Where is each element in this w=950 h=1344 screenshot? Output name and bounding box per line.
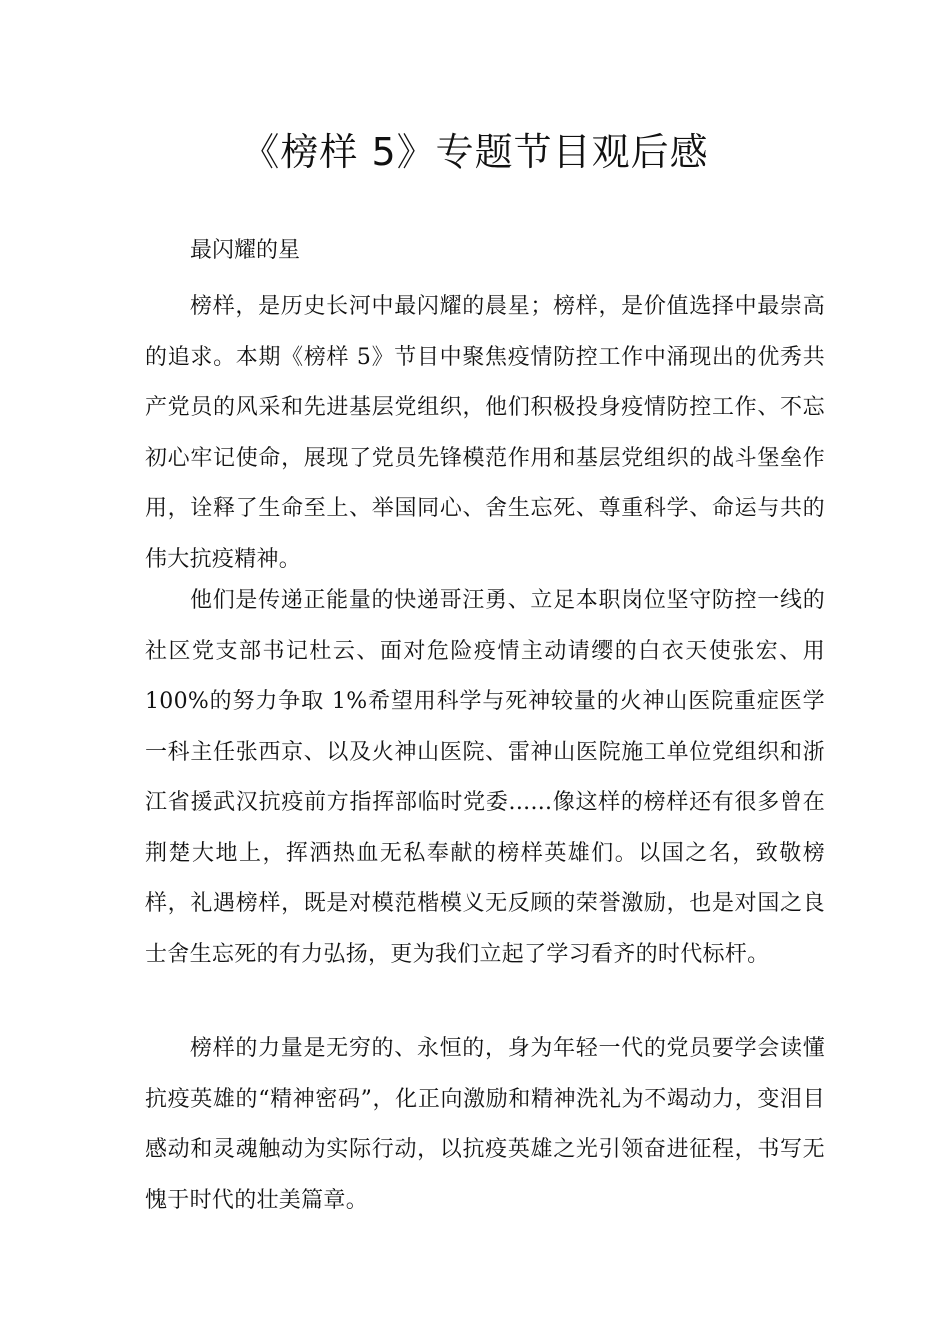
paragraph-3: 榜样的力量是无穷的、永恒的，身为年轻一代的党员要学会读懂抗疫英雄的“精神密码”，化正向激励和精神洗礼为不竭动力，变泪目感动和灵魂触动为实际行动，以抗疫英雄之光引领奋进征程，书写无愧于时代的壮美篇章。 xyxy=(145,1036,825,1213)
document-title: 《榜样 5》专题节目观后感 xyxy=(241,130,709,174)
paragraph-1: 榜样，是历史长河中最闪耀的晨星；榜样，是价值选择中最崇高的追求。本期《榜样 5》节目中聚焦疫情防控工作中涌现出的优秀共产党员的风采和先进基层党组织，他们积极投身疫情防控工作、不忘初心牢记使命，展现了党员先锋模范作用和基层党组织的战斗堡垒作用，诠释了生命至上、举国同心、舍生忘死、尊重科学、命运与共的伟大抗疫精神。 xyxy=(145,294,825,572)
section-heading: 最闪耀的星 xyxy=(190,238,301,263)
paragraph-2: 他们是传递正能量的快递哥汪勇、立足本职岗位坚守防控一线的社区党支部书记杜云、面对危险疫情主动请缨的白衣天使张宏、用 100%的努力争取 1%希望用科学与死神较量的火神山医院重症医学一科主任张西京、以及火神山医院、雷神山医院施工单位党组织和浙江省援武汉抗疫前方指挥部临时党委......像这样的榜样还有很多曾在荆楚大地上，挥洒热血无私奉献的榜样英雄们。以国之名，致敬榜样，礼遇榜样，既是对模范楷模义无反顾的荣誉激励，也是对国之良士舍生忘死的有力弘扬，更为我们立起了学习看齐的时代标杆。 xyxy=(145,588,825,967)
